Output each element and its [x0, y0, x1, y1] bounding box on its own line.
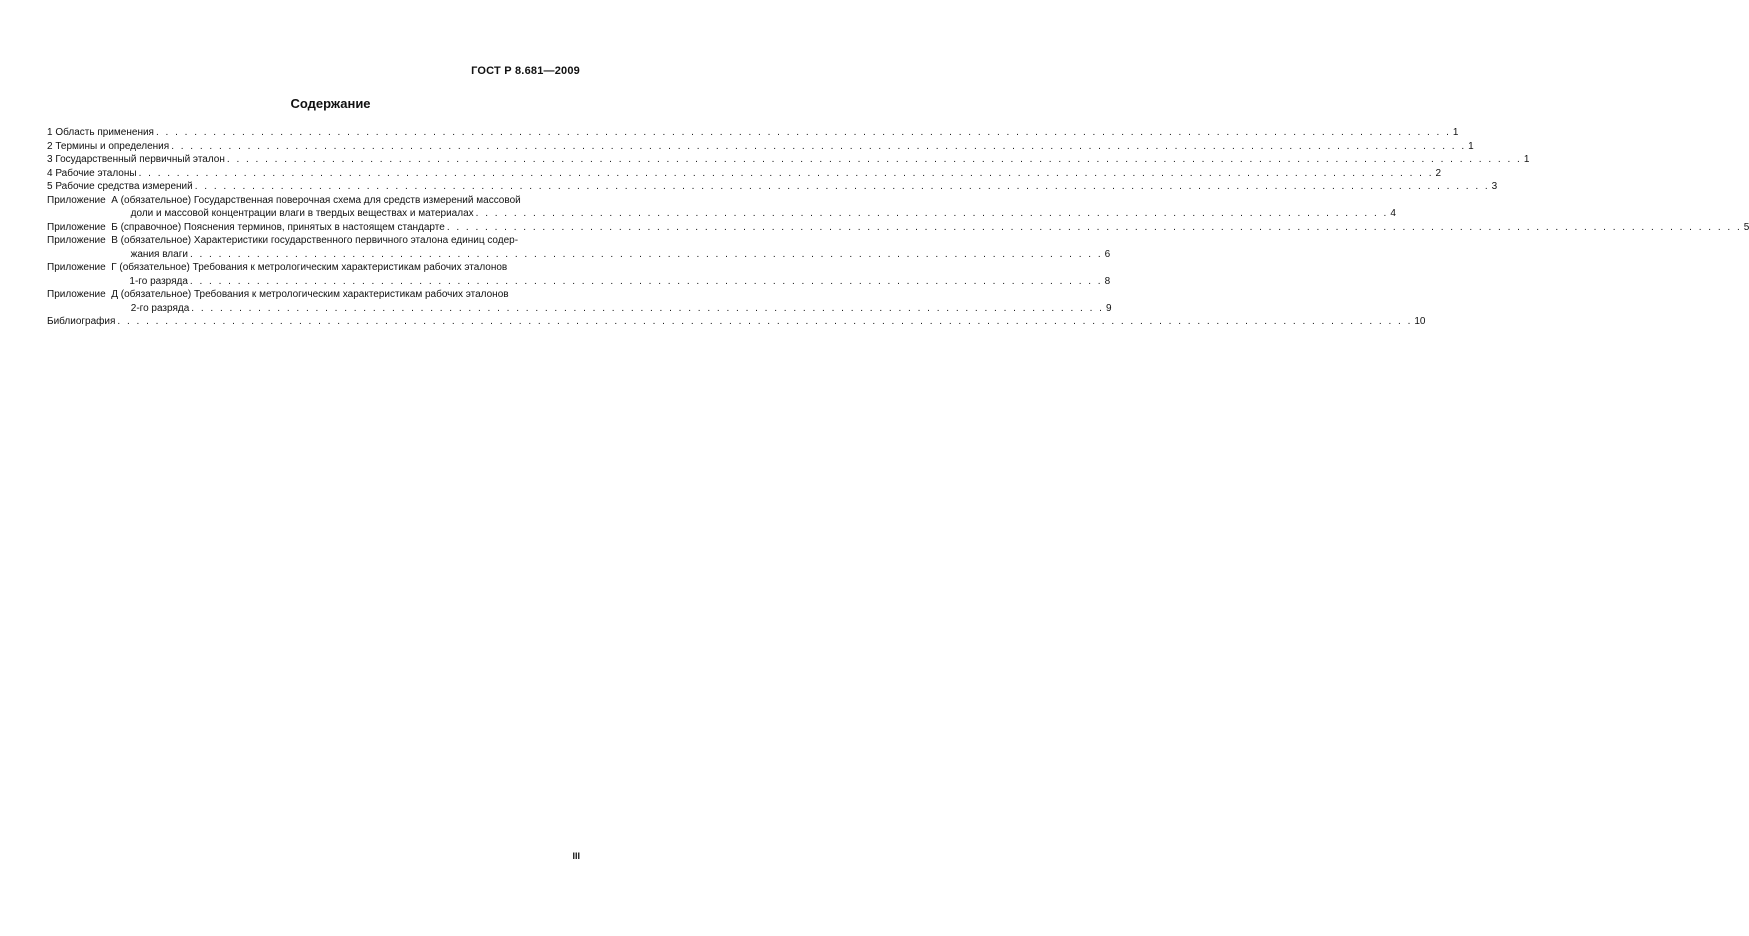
appendix-prefix: Приложение Б — [47, 221, 121, 233]
toc-entry-label: 5 Рабочие средства измерений — [47, 181, 193, 192]
appendix-prefix: Приложение А — [47, 194, 121, 206]
appendix-title-cont: 2-го разряда — [130, 302, 190, 314]
table-of-contents — [47, 126, 1749, 329]
toc-entry-label: Библиография — [47, 316, 116, 327]
toc-entry-label: 2 Термины и определения — [47, 140, 170, 152]
appendix-title-line: (обязательное) Государственная поверочная схема для средств измерений массовой — [120, 194, 521, 206]
appendix-prefix: Приложение Д — [47, 289, 121, 300]
toc-page-number: 3 — [1491, 181, 1498, 192]
toc-page-number: 1 — [1523, 154, 1530, 165]
toc-leader-dots — [225, 153, 1524, 167]
toc-page-number: 5 — [1743, 221, 1749, 233]
appendix-title-line: (справочное) Пояснения терминов, принятых в настоящем стандарте — [120, 221, 445, 233]
toc-page-number: 9 — [1105, 302, 1112, 314]
toc-page-number: 2 — [1435, 167, 1442, 179]
toc-entry-1[interactable] — [47, 126, 1459, 140]
appendix-title-line: (обязательное) Характеристики государственного первичного эталона единиц содер- — [120, 235, 519, 246]
toc-leader-dots — [189, 302, 1106, 316]
toc-page-number: 6 — [1104, 248, 1111, 260]
appendix-title-cont: доли и массовой концентрации влаги в твердых веществах и материалах — [130, 208, 474, 219]
toc-entry-2[interactable] — [47, 140, 1474, 154]
page-title: Содержание — [290, 96, 371, 111]
toc-appendix-a[interactable] — [47, 194, 1396, 221]
toc-appendix-g[interactable] — [47, 261, 1111, 288]
toc-leader-dots — [169, 140, 1468, 154]
toc-leader-dots — [188, 275, 1105, 289]
toc-page-number: 1 — [1468, 140, 1474, 152]
toc-page-number: 4 — [1390, 208, 1396, 219]
toc-leader-dots — [137, 167, 1436, 181]
toc-appendix-b[interactable] — [47, 221, 1749, 235]
document-code: ГОСТ Р 8.681—2009 — [471, 65, 580, 77]
toc-entry-5[interactable] — [47, 180, 1498, 194]
toc-entry-3[interactable] — [47, 153, 1530, 167]
toc-entry-4[interactable] — [47, 167, 1442, 181]
toc-leader-dots — [445, 221, 1744, 235]
toc-page-number: 10 — [1414, 316, 1426, 327]
page-folio: III — [572, 851, 580, 861]
toc-entry-label: 1 Область применения — [47, 127, 154, 138]
appendix-title-cont: 1-го разряда — [129, 275, 188, 287]
toc-leader-dots — [188, 248, 1105, 262]
toc-leader-dots — [115, 315, 1414, 329]
appendix-prefix: Приложение Г — [47, 262, 120, 273]
toc-leader-dots — [474, 207, 1391, 221]
appendix-title-line: (обязательное) Требования к метрологическим характеристикам рабочих эталонов — [119, 262, 508, 273]
toc-entry-label: 4 Рабочие эталоны — [47, 167, 137, 179]
toc-page-number: 8 — [1104, 275, 1111, 287]
appendix-title-cont: жания влаги — [130, 248, 188, 260]
toc-leader-dots — [154, 126, 1453, 140]
toc-entry-label: 3 Государственный первичный эталон — [47, 154, 225, 165]
toc-appendix-d[interactable] — [47, 288, 1112, 315]
toc-entry-bibliography[interactable] — [47, 315, 1426, 329]
appendix-prefix: Приложение В — [47, 235, 121, 246]
toc-appendix-v[interactable] — [47, 234, 1111, 261]
appendix-title-line: (обязательное) Требования к метрологическим характеристикам рабочих эталонов — [120, 289, 509, 300]
toc-leader-dots — [193, 180, 1492, 194]
toc-page-number: 1 — [1452, 127, 1459, 138]
